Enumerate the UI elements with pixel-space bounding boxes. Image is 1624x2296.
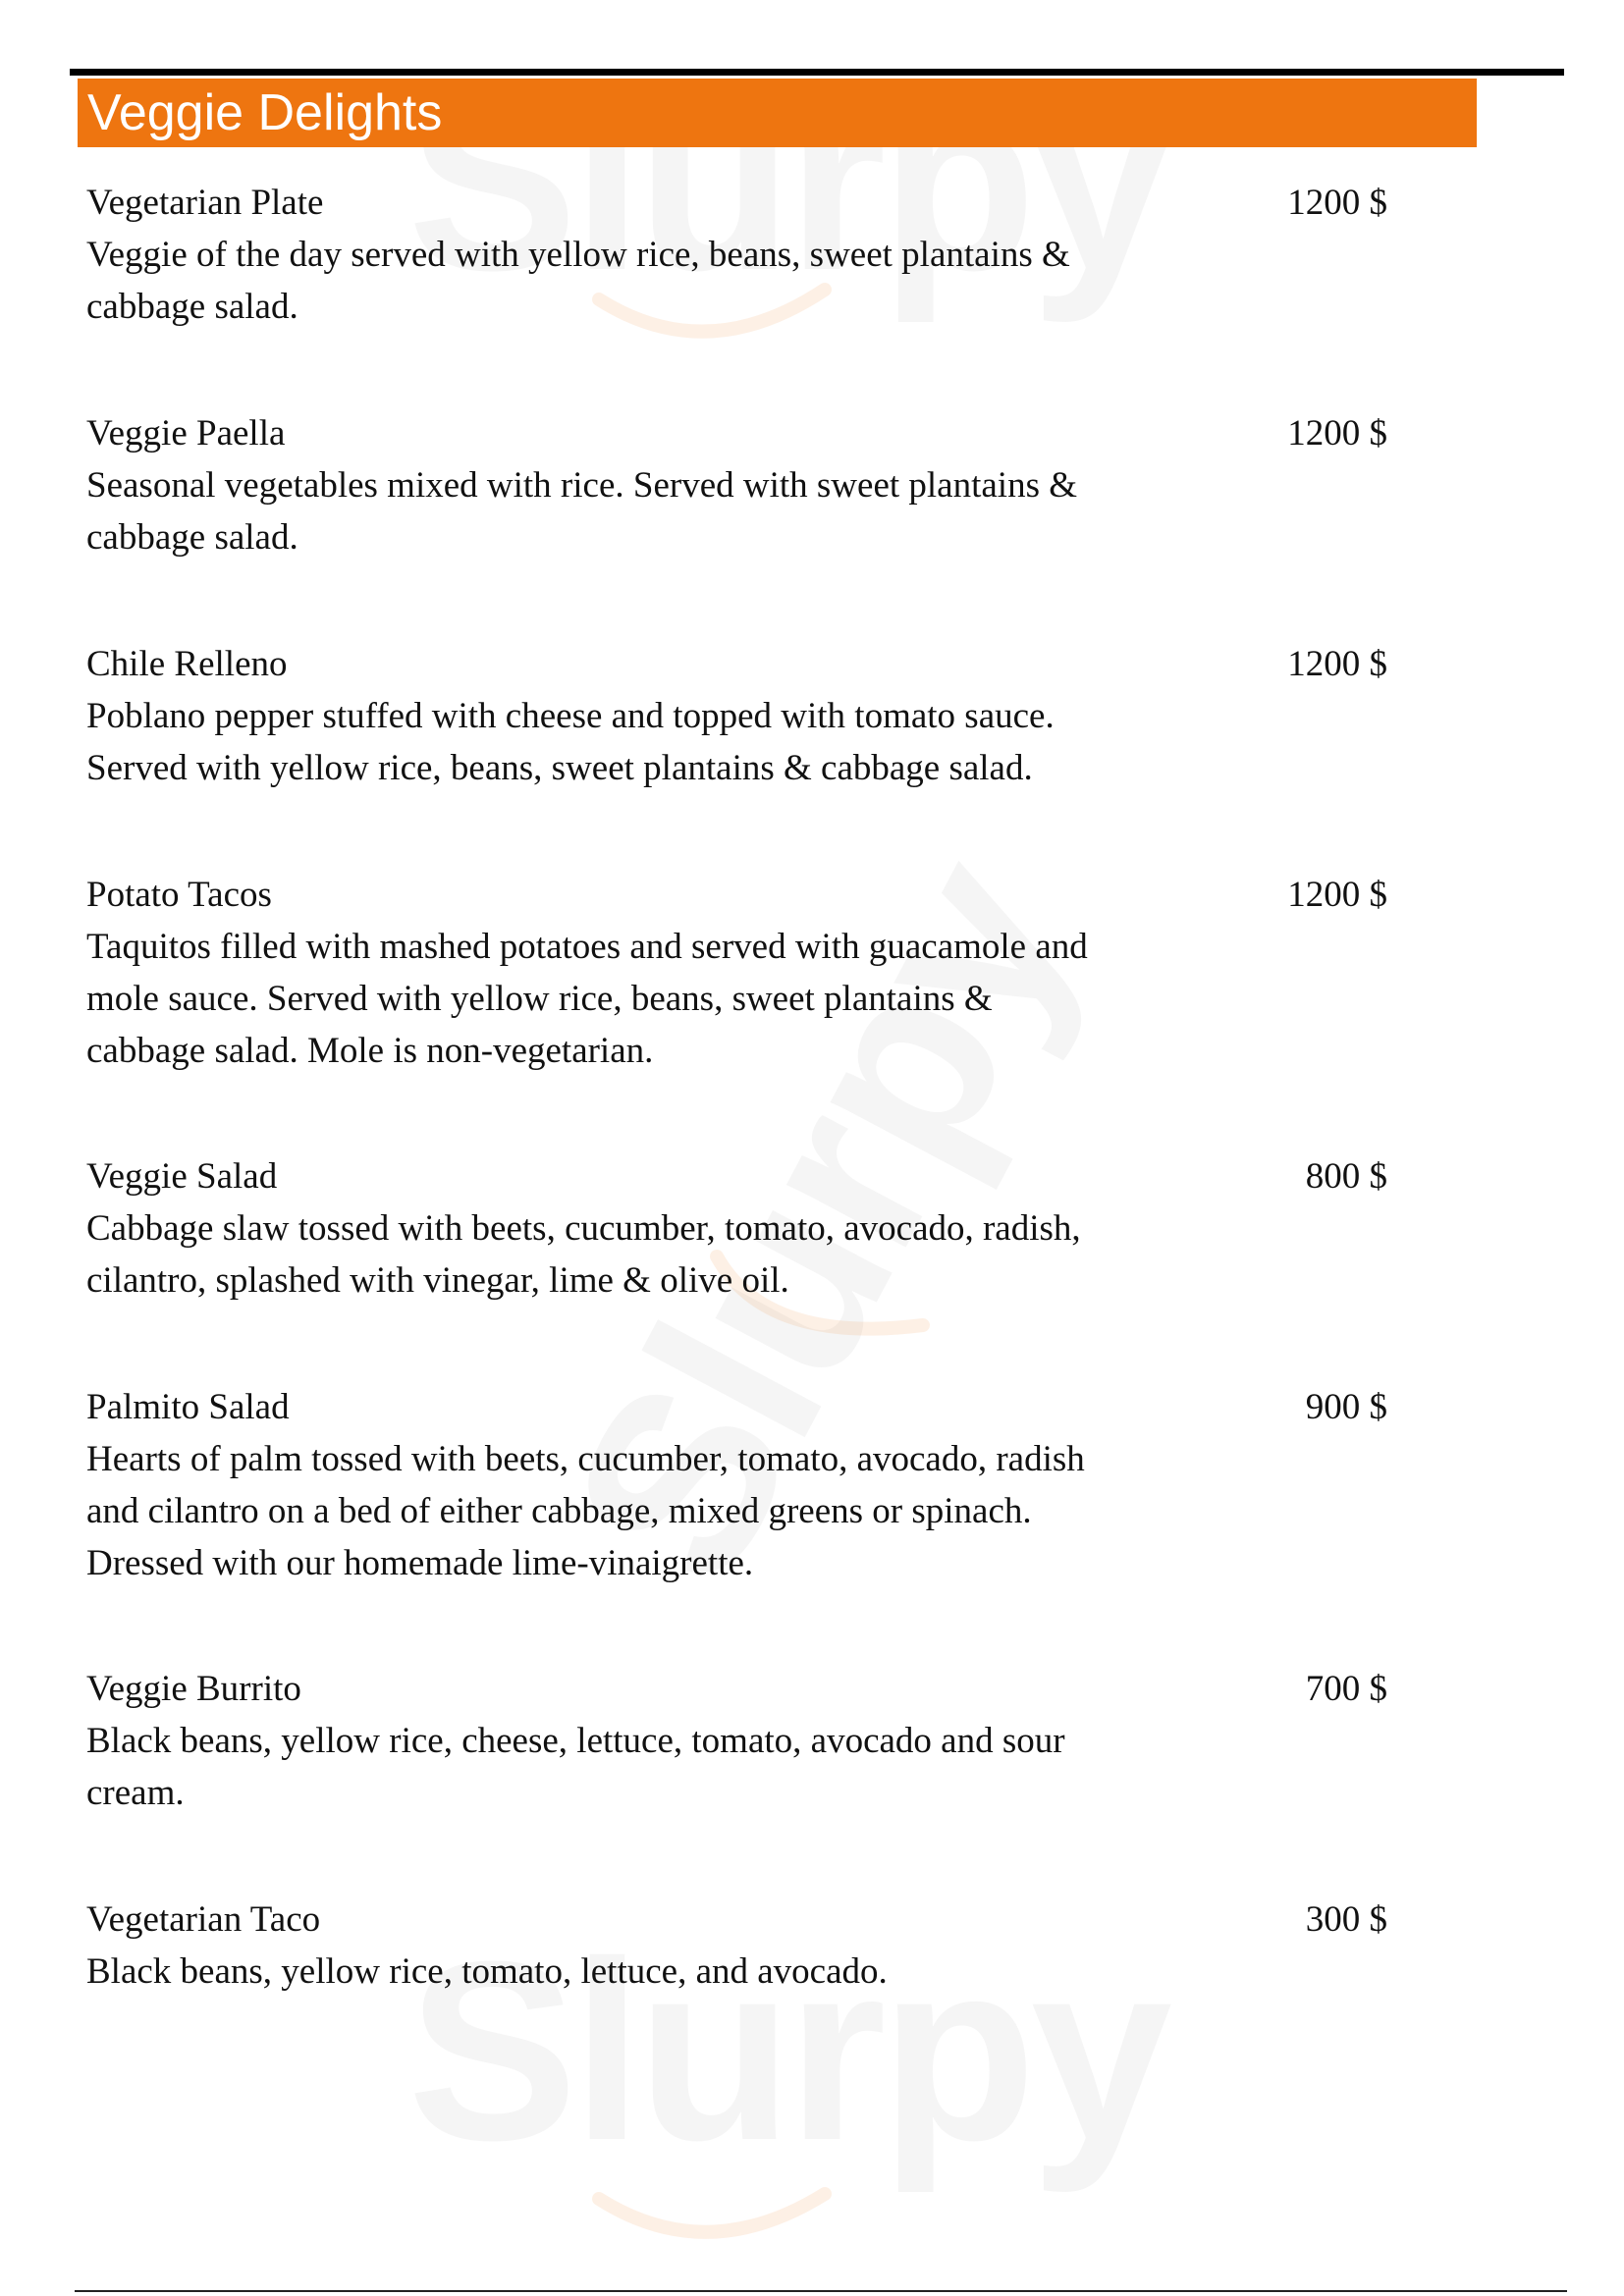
- description-line: Served with yellow rice, beans, sweet plantains & cabbage salad.: [86, 748, 1033, 788]
- item-description: [86, 1715, 1250, 1819]
- item-description: [86, 1433, 1250, 1589]
- description-line: Taquitos filled with mashed potatoes and served with guacamole and: [86, 927, 1088, 967]
- bottom-divider: [75, 2290, 1567, 2292]
- item-price: 900 $: [1305, 1387, 1387, 1427]
- description-line: Veggie of the day served with yellow rice, beans, sweet plantains &: [86, 235, 1070, 275]
- description-line: and cilantro on a bed of either cabbage, mixed greens or spinach.: [86, 1491, 1032, 1531]
- item-price: 1200 $: [1287, 183, 1387, 223]
- item-name: Potato Tacos: [86, 875, 272, 915]
- section-header: [78, 79, 1477, 147]
- item-name: Veggie Paella: [86, 413, 286, 454]
- description-line: Dressed with our homemade lime-vinaigrette.: [86, 1543, 754, 1583]
- item-price: 1200 $: [1287, 875, 1387, 915]
- item-description: [86, 690, 1250, 794]
- description-line: Poblano pepper stuffed with cheese and topped with tomato sauce.: [86, 696, 1055, 736]
- item-price: 1200 $: [1287, 644, 1387, 684]
- item-price: 1200 $: [1287, 413, 1387, 454]
- description-line: Black beans, yellow rice, tomato, lettuce, and avocado.: [86, 1951, 888, 1992]
- description-line: cabbage salad.: [86, 287, 298, 327]
- watermark-swoosh-bottom: [589, 2160, 835, 2258]
- item-description: [86, 1946, 1250, 1998]
- item-price: 700 $: [1305, 1669, 1387, 1709]
- item-description: [86, 229, 1250, 333]
- item-description: [86, 1202, 1250, 1307]
- section-title: Veggie Delights: [87, 84, 443, 141]
- description-line: Black beans, yellow rice, cheese, lettuce, tomato, avocado and sour: [86, 1721, 1065, 1761]
- item-name: Veggie Burrito: [86, 1669, 301, 1709]
- item-name: Veggie Salad: [86, 1156, 278, 1197]
- item-name: Vegetarian Plate: [86, 183, 324, 223]
- top-divider: [70, 69, 1564, 76]
- item-name: Vegetarian Taco: [86, 1899, 321, 1940]
- description-line: cream.: [86, 1773, 185, 1813]
- description-line: cilantro, splashed with vinegar, lime & olive oil.: [86, 1260, 789, 1301]
- item-name: Chile Relleno: [86, 644, 288, 684]
- description-line: Seasonal vegetables mixed with rice. Served with sweet plantains &: [86, 465, 1078, 506]
- description-line: cabbage salad.: [86, 517, 298, 558]
- description-line: mole sauce. Served with yellow rice, beans, sweet plantains &: [86, 979, 993, 1019]
- description-line: Cabbage slaw tossed with beets, cucumber, tomato, avocado, radish,: [86, 1208, 1081, 1249]
- description-line: Hearts of palm tossed with beets, cucumber, tomato, avocado, radish: [86, 1439, 1085, 1479]
- item-description: [86, 921, 1250, 1077]
- description-line: cabbage salad. Mole is non-vegetarian.: [86, 1031, 654, 1071]
- item-price: 800 $: [1305, 1156, 1387, 1197]
- item-price: 300 $: [1305, 1899, 1387, 1940]
- item-name: Palmito Salad: [86, 1387, 290, 1427]
- item-description: [86, 459, 1250, 563]
